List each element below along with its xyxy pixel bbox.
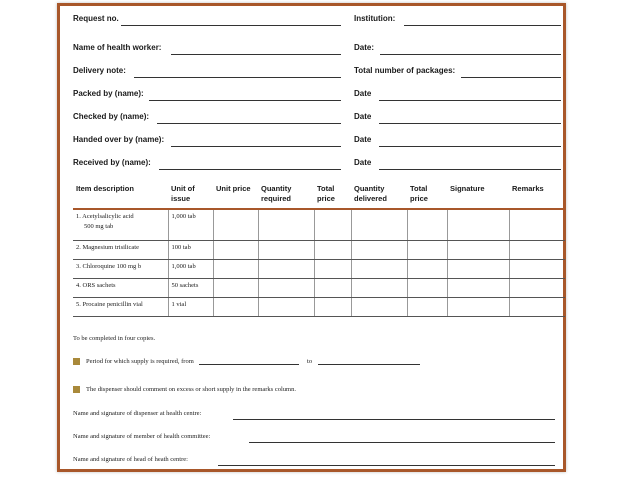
empty-cell[interactable] <box>447 298 509 317</box>
health-worker-field[interactable] <box>171 54 341 55</box>
received-by-field[interactable] <box>159 169 341 170</box>
form-frame <box>57 3 566 472</box>
empty-cell[interactable] <box>351 260 407 279</box>
date-label: Date: <box>354 43 375 52</box>
institution-field[interactable] <box>404 25 561 26</box>
empty-cell[interactable] <box>447 260 509 279</box>
unit-cell: 1,000 tab <box>168 209 213 241</box>
empty-cell[interactable] <box>407 241 447 260</box>
received-date-field[interactable] <box>379 169 561 170</box>
institution-label: Institution: <box>354 14 396 23</box>
packed-date-field[interactable] <box>379 100 561 101</box>
empty-cell[interactable] <box>213 260 258 279</box>
signature-row <box>73 456 555 466</box>
empty-cell[interactable] <box>351 241 407 260</box>
empty-cell[interactable] <box>447 209 509 241</box>
square-bullet-icon <box>73 386 80 393</box>
items-table <box>73 181 565 317</box>
request-no-field[interactable] <box>121 25 341 26</box>
empty-cell[interactable] <box>258 260 314 279</box>
checked-by-field[interactable] <box>157 123 341 124</box>
table-header-row <box>73 181 565 209</box>
empty-cell[interactable] <box>407 209 447 241</box>
empty-cell[interactable] <box>213 298 258 317</box>
table-row <box>73 298 565 317</box>
item-cell: 5. Procaine penicillin vial <box>73 298 168 317</box>
dispenser-note: The dispenser should comment on excess or short supply in the remarks column. <box>86 386 296 393</box>
received-by-label: Received by (name): <box>73 158 151 167</box>
empty-cell[interactable] <box>314 260 351 279</box>
empty-cell[interactable] <box>213 241 258 260</box>
empty-cell[interactable] <box>351 279 407 298</box>
period-line <box>73 358 420 365</box>
unit-cell: 100 tab <box>168 241 213 260</box>
column-header: Unit price <box>213 181 258 209</box>
column-header: Unit of issue <box>168 181 213 209</box>
dispenser-signature-field[interactable] <box>233 419 555 420</box>
empty-cell[interactable] <box>407 260 447 279</box>
empty-cell[interactable] <box>213 279 258 298</box>
column-header: Remarks <box>509 181 565 209</box>
empty-cell[interactable] <box>314 209 351 241</box>
committee-signature-field[interactable] <box>249 442 555 443</box>
empty-cell[interactable] <box>509 260 565 279</box>
item-sub: 500 mg tab <box>84 223 114 230</box>
item-cell: 2. Magnesium trisilicate <box>73 241 168 260</box>
empty-cell[interactable] <box>509 209 565 241</box>
health-worker-label: Name of health worker: <box>73 43 162 52</box>
header-row <box>73 135 555 149</box>
copies-note: To be completed in four copies. <box>73 335 156 342</box>
empty-cell[interactable] <box>258 298 314 317</box>
empty-cell[interactable] <box>407 279 447 298</box>
header-row <box>73 89 555 103</box>
header-row <box>73 158 555 172</box>
handed-over-label: Handed over by (name): <box>73 135 165 144</box>
unit-cell: 1 vial <box>168 298 213 317</box>
packed-by-label: Packed by (name): <box>73 89 144 98</box>
unit-cell: 1,000 tab <box>168 260 213 279</box>
handed-date-field[interactable] <box>379 146 561 147</box>
signature-row <box>73 433 555 443</box>
dispenser-signature-label: Name and signature of dispenser at health centre: <box>73 410 202 417</box>
handed-date-label: Date <box>354 135 372 144</box>
checked-date-label: Date <box>354 112 372 121</box>
item-cell: 3. Chloroquine 100 mg b <box>73 260 168 279</box>
header-row <box>73 112 555 126</box>
empty-cell[interactable] <box>351 209 407 241</box>
empty-cell[interactable] <box>351 298 407 317</box>
received-date-label: Date <box>354 158 372 167</box>
empty-cell[interactable] <box>213 209 258 241</box>
empty-cell[interactable] <box>509 241 565 260</box>
square-bullet-icon <box>73 358 80 365</box>
delivery-note-field[interactable] <box>134 77 341 78</box>
empty-cell[interactable] <box>314 279 351 298</box>
checked-by-label: Checked by (name): <box>73 112 150 121</box>
unit-cell: 50 sachets <box>168 279 213 298</box>
table-row <box>73 209 565 241</box>
packed-date-label: Date <box>354 89 372 98</box>
delivery-note-label: Delivery note: <box>73 66 126 75</box>
period-to-field[interactable] <box>318 364 420 365</box>
table-row <box>73 279 565 298</box>
column-header: Item description <box>73 181 168 209</box>
column-header: Signature <box>447 181 509 209</box>
item-name: 1. Acetylsalicylic acid <box>76 213 134 220</box>
head-signature-label: Name and signature of head of heath centre: <box>73 456 188 463</box>
period-to-label: to <box>307 358 313 365</box>
empty-cell[interactable] <box>447 241 509 260</box>
empty-cell[interactable] <box>447 279 509 298</box>
empty-cell[interactable] <box>258 279 314 298</box>
header-row <box>73 14 555 28</box>
dispenser-line <box>73 386 296 393</box>
column-header: Quantity delivered <box>351 181 407 209</box>
empty-cell[interactable] <box>258 241 314 260</box>
empty-cell[interactable] <box>509 279 565 298</box>
empty-cell[interactable] <box>407 298 447 317</box>
handed-over-field[interactable] <box>171 146 341 147</box>
packed-by-field[interactable] <box>149 100 341 101</box>
head-signature-field[interactable] <box>218 465 555 466</box>
table-row <box>73 241 565 260</box>
column-header: Total price <box>407 181 447 209</box>
item-cell <box>73 209 168 241</box>
column-header: Quantity required <box>258 181 314 209</box>
column-header: Total price <box>314 181 351 209</box>
period-from-field[interactable] <box>199 364 299 365</box>
table-row <box>73 260 565 279</box>
signature-row <box>73 410 555 420</box>
committee-signature-label: Name and signature of member of health committee: <box>73 433 211 440</box>
item-cell: 4. ORS sachets <box>73 279 168 298</box>
empty-cell[interactable] <box>509 298 565 317</box>
empty-cell[interactable] <box>258 209 314 241</box>
packages-label: Total number of packages: <box>354 66 456 75</box>
header-row <box>73 66 555 80</box>
request-no-label: Request no. <box>73 14 119 23</box>
date-field[interactable] <box>380 54 561 55</box>
checked-date-field[interactable] <box>379 123 561 124</box>
empty-cell[interactable] <box>314 298 351 317</box>
header-row <box>73 43 555 57</box>
period-label: Period for which supply is required, from <box>86 358 194 365</box>
empty-cell[interactable] <box>314 241 351 260</box>
packages-field[interactable] <box>461 77 561 78</box>
